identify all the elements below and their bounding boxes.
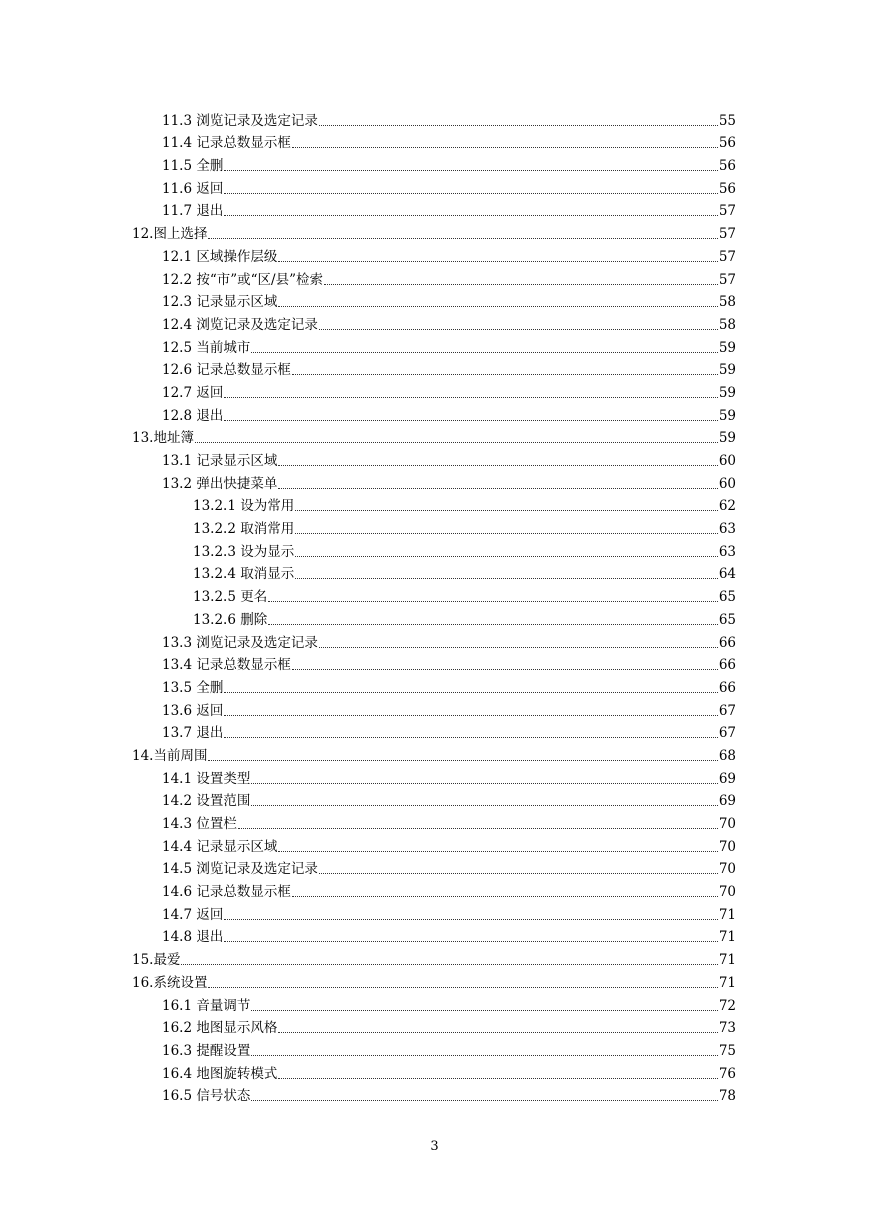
toc-entry[interactable] [0,787,869,810]
toc-entry-label: 13.7 退出 [162,725,224,742]
toc-entry-label: 14.3 位置栏 [162,816,237,832]
toc-entry-label: 13.2 弹出快捷菜单 [162,475,278,492]
toc-entry-label: 11.4 记录总数显示框 [162,135,291,152]
toc-entry-page: 58 [718,294,736,311]
toc-entry-label: 16.5 信号状态 [162,1088,251,1105]
toc-entry-label: 12.1 区域操作层级 [162,248,278,265]
toc-entry-page: 65 [718,589,736,606]
toc-entry[interactable] [0,1059,869,1082]
toc-entry-page: 59 [718,362,736,379]
toc-entry[interactable] [0,1036,869,1059]
toc-entry-label: 14.5 浏览记录及选定记录 [162,861,318,878]
toc-entry-label: 14.2 设置范围 [162,793,251,810]
page-number: 3 [430,1139,439,1154]
toc-entry[interactable] [0,174,869,197]
toc-entry-page: 76 [718,1065,736,1082]
toc-entry-label: 13.1 记录显示区域 [162,453,278,469]
toc-entry-label: 16.3 提醒设置 [162,1042,251,1059]
toc-entry[interactable] [0,719,869,742]
dot-leader [224,737,717,738]
dot-leader [224,919,717,920]
toc-entry[interactable] [0,514,869,537]
toc-entry[interactable] [0,401,869,424]
dot-leader [278,465,717,466]
dot-leader [292,896,718,897]
toc-entry-page: 57 [718,271,736,288]
toc-entry-page: 64 [718,566,736,583]
toc-entry-page: 70 [718,816,736,832]
toc-entry-page: 71 [718,929,736,946]
dot-leader [278,488,717,489]
dot-leader [224,170,717,171]
dot-leader [319,329,718,330]
toc-entry-label: 16.4 地图旋转模式 [162,1065,278,1082]
toc-entry-page: 63 [718,543,736,560]
toc-entry-label: 13.5 全删 [162,679,224,696]
toc-entry-label: 13.2.1 设为常用 [193,498,295,515]
toc-entry-page: 66 [718,657,736,674]
toc-entry-page: 69 [718,793,736,810]
toc-entry[interactable] [0,288,869,311]
toc-entry-page: 65 [718,611,736,628]
dot-leader [251,1055,717,1056]
toc-entry-label: 12.8 退出 [162,407,224,424]
toc-entry-label: 12.2 按“市”或“区/县”检索 [162,271,324,288]
dot-leader [224,692,717,693]
dot-leader [292,374,718,375]
toc-entry-page: 60 [718,453,736,469]
toc-entry-label: 13.地址簿 [132,430,194,447]
toc-entry-page: 70 [718,884,736,901]
toc-entry[interactable] [0,242,869,265]
toc-entry-page: 75 [718,1042,736,1059]
dot-leader [295,578,718,579]
dot-leader [224,715,717,716]
dot-leader [268,624,718,625]
toc-entry-label: 11.3 浏览记录及选定记录 [162,112,318,129]
toc-entry-page: 70 [718,838,736,855]
toc-entry-page: 70 [718,861,736,878]
toc-entry[interactable] [0,900,869,923]
toc-entry-page: 59 [718,339,736,356]
toc-entry[interactable] [0,446,869,469]
toc-entry-label: 13.3 浏览记录及选定记录 [162,634,318,651]
dot-leader [295,510,718,511]
toc-entry-label: 15.最爱 [132,952,181,969]
table-of-contents [0,106,869,1104]
toc-entry[interactable] [0,106,869,129]
toc-entry-label: 13.6 返回 [162,702,224,719]
toc-entry[interactable] [0,582,869,605]
toc-entry[interactable] [0,469,869,492]
toc-entry-page: 66 [718,679,736,696]
toc-entry[interactable] [0,1014,869,1037]
toc-entry-label: 13.2.2 取消常用 [193,521,295,538]
dot-leader [251,352,717,353]
toc-entry-label: 12.5 当前城市 [162,339,251,356]
dot-leader [292,669,718,670]
toc-entry-label: 12.3 记录显示区域 [162,294,278,311]
toc-entry[interactable] [0,333,869,356]
dot-leader [208,987,717,988]
toc-entry-label: 13.2.6 删除 [193,611,268,628]
dot-leader [319,873,718,874]
toc-entry[interactable] [0,741,869,764]
dot-leader [251,1100,717,1101]
toc-entry-page: 58 [718,316,736,333]
toc-entry-page: 56 [718,158,736,175]
toc-entry[interactable] [0,219,869,242]
dot-leader [295,556,718,557]
toc-entry-label: 14.7 返回 [162,906,224,923]
toc-entry[interactable] [0,968,869,991]
toc-entry[interactable] [0,197,869,220]
toc-entry[interactable] [0,877,869,900]
toc-entry-label: 16.系统设置 [132,974,208,991]
toc-entry-page: 67 [718,725,736,742]
toc-entry-page: 56 [718,180,736,197]
toc-entry-label: 14.1 设置类型 [162,770,251,787]
toc-entry[interactable] [0,832,869,855]
toc-entry-page: 57 [718,248,736,265]
toc-entry-label: 16.2 地图显示风格 [162,1020,278,1037]
toc-entry-label: 14.当前周围 [132,747,208,764]
toc-entry[interactable] [0,605,869,628]
toc-entry[interactable] [0,673,869,696]
toc-entry[interactable] [0,537,869,560]
toc-entry[interactable] [0,809,869,832]
toc-entry-page: 73 [718,1020,736,1037]
dot-leader [224,215,717,216]
toc-entry[interactable] [0,265,869,288]
toc-entry[interactable] [0,378,869,401]
toc-entry[interactable] [0,651,869,674]
toc-entry-page: 71 [718,952,736,969]
toc-entry-label: 16.1 音量调节 [162,997,251,1014]
toc-entry[interactable] [0,151,869,174]
toc-entry-page: 59 [718,430,736,447]
toc-entry-page: 62 [718,498,736,515]
toc-entry[interactable] [0,764,869,787]
toc-entry-page: 72 [718,997,736,1014]
toc-entry-page: 63 [718,521,736,538]
toc-entry-label: 14.4 记录显示区域 [162,838,278,855]
toc-entry[interactable] [0,492,869,515]
toc-entry-label: 12.6 记录总数显示框 [162,362,291,379]
toc-entry-page: 57 [718,203,736,220]
dot-leader [224,397,717,398]
dot-leader [224,193,717,194]
toc-entry-page: 60 [718,475,736,492]
dot-leader [319,125,718,126]
toc-entry[interactable] [0,628,869,651]
toc-entry-page: 71 [718,974,736,991]
toc-entry-page: 71 [718,906,736,923]
dot-leader [319,647,718,648]
toc-entry-page: 59 [718,407,736,424]
dot-leader [278,261,717,262]
toc-entry[interactable] [0,310,869,333]
toc-entry-page: 55 [718,112,736,129]
toc-entry[interactable] [0,129,869,152]
dot-leader [324,284,718,285]
toc-entry-label: 11.5 全删 [162,158,224,175]
dot-leader [295,533,718,534]
toc-entry-label: 11.6 返回 [162,180,224,197]
toc-entry[interactable] [0,560,869,583]
toc-entry-page: 56 [718,135,736,152]
toc-entry-page: 69 [718,770,736,787]
toc-entry-label: 14.6 记录总数显示框 [162,884,291,901]
toc-entry[interactable] [0,923,869,946]
toc-entry-label: 14.8 退出 [162,929,224,946]
toc-entry[interactable] [0,991,869,1014]
toc-entry-label: 12.7 返回 [162,384,224,401]
toc-entry-page: 66 [718,634,736,651]
toc-entry-page: 68 [718,747,736,764]
toc-entry[interactable] [0,356,869,379]
dot-leader [278,306,717,307]
toc-entry-label: 12.图上选择 [132,226,208,243]
dot-leader [208,760,717,761]
toc-entry[interactable] [0,1082,869,1105]
dot-leader [251,805,717,806]
dot-leader [224,941,717,942]
dot-leader [278,851,717,852]
dot-leader [292,147,718,148]
dot-leader [208,238,717,239]
toc-entry-label: 13.2.3 设为显示 [193,543,295,560]
toc-entry-label: 13.2.4 取消显示 [193,566,295,583]
toc-entry-page: 67 [718,702,736,719]
dot-leader [268,601,718,602]
toc-entry-label: 12.4 浏览记录及选定记录 [162,316,318,333]
dot-leader [224,420,717,421]
toc-entry[interactable] [0,424,869,447]
toc-entry-label: 11.7 退出 [162,203,224,220]
dot-leader [181,964,717,965]
toc-entry-page: 57 [718,226,736,243]
dot-leader [251,1010,717,1011]
dot-leader [251,783,717,784]
dot-leader [278,1032,717,1033]
toc-entry-page: 59 [718,384,736,401]
toc-entry-label: 13.4 记录总数显示框 [162,657,291,674]
dot-leader [278,1078,717,1079]
toc-entry[interactable] [0,945,869,968]
toc-entry-label: 13.2.5 更名 [193,589,268,606]
dot-leader [238,828,718,829]
toc-entry[interactable] [0,855,869,878]
toc-entry-page: 78 [718,1088,736,1105]
toc-entry[interactable] [0,696,869,719]
dot-leader [195,442,718,443]
